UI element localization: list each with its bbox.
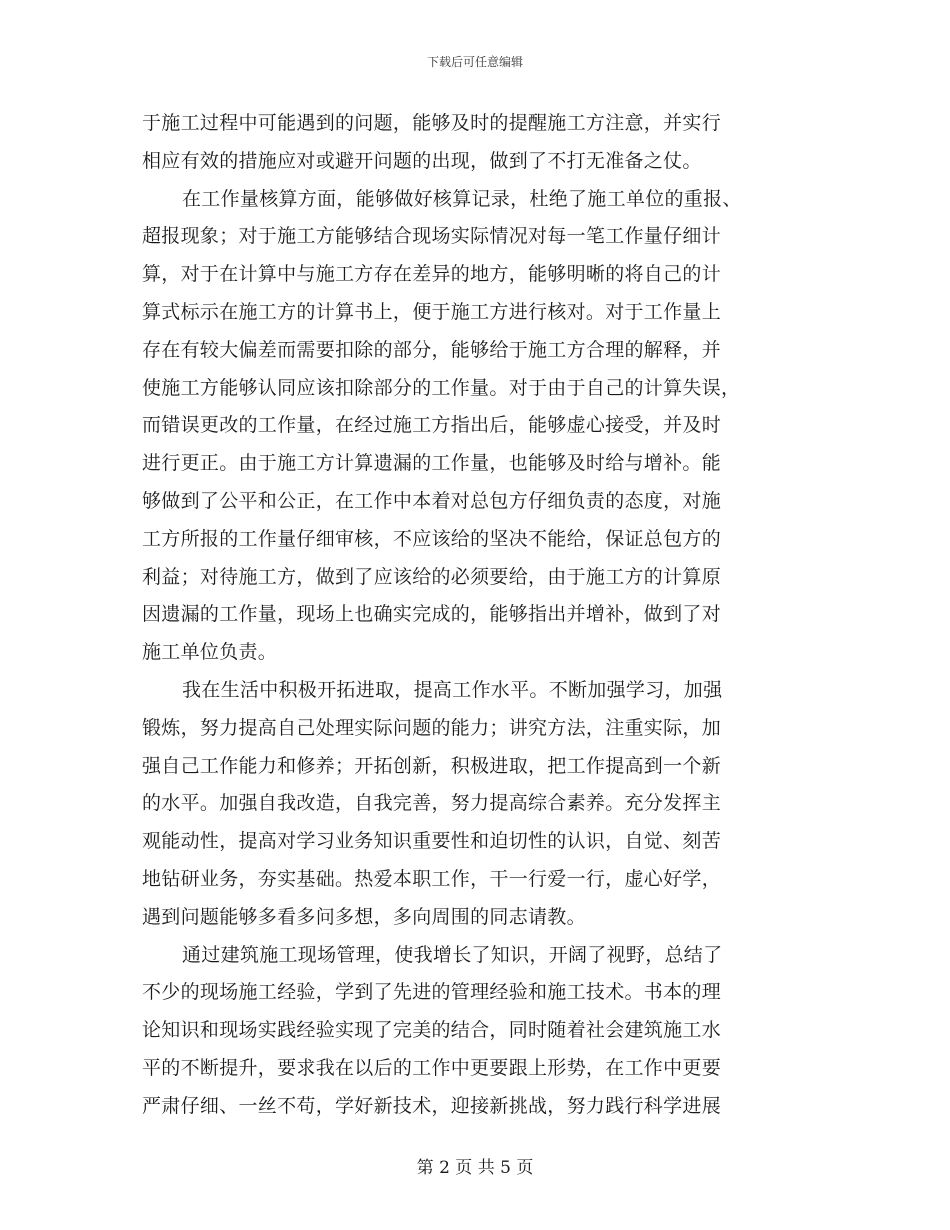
text-line: 不少的现场施工经验，学到了先进的管理经验和施工技术。书本的理 (142, 981, 722, 1004)
text-line: 我在生活中积极开拓进取，提高工作水平。不断加强学习，加强 (182, 678, 723, 701)
text-line: 算式标示在施工方的计算书上，便于施工方进行核对。对于工作量上 (142, 300, 722, 323)
text-line: 在工作量核算方面，能够做好核算记录，杜绝了施工单位的重报、 (182, 187, 742, 210)
text-line: 施工单位负责。 (142, 641, 278, 664)
text-line: 利益；对待施工方，做到了应该给的必须要给，由于施工方的计算原 (142, 565, 722, 588)
text-line: 进行更正。由于施工方计算遗漏的工作量，也能够及时给与增补。能 (142, 452, 722, 475)
page-number: 第 2 页 共 5 页 (416, 1158, 534, 1178)
page-header: 下载后可任意编辑 (426, 55, 523, 69)
text-line: 通过建筑施工现场管理，使我增长了知识，开阔了视野，总结了 (182, 943, 723, 966)
text-line: 强自己工作能力和修养；开拓创新，积极进取，把工作提高到一个新 (142, 754, 722, 777)
text-line: 工方所报的工作量仔细审核，不应该给的坚决不能给，保证总包方的 (142, 527, 722, 550)
text-line: 的水平。加强自我改造，自我完善，努力提高综合素养。充分发挥主 (142, 792, 722, 815)
text-line: 严肃仔细、一丝不苟，学好新技术，迎接新挑战，努力践行科学进展 (142, 1094, 722, 1117)
text-line: 遇到问题能够多看多问多想，多向周围的同志请教。 (142, 905, 586, 928)
paragraph (142, 181, 807, 672)
paragraph (142, 672, 807, 937)
text-line: 超报现象；对于施工方能够结合现场实际情况对每一笔工作量仔细计 (142, 225, 722, 248)
text-line: 观能动性，提高对学习业务知识重要性和迫切性的认识，自觉、刻苦 (142, 830, 722, 853)
text-line: 而错误更改的工作量，在经过施工方指出后，能够虚心接受，并及时 (142, 414, 722, 437)
text-line: 论知识和现场实践经验实现了完美的结合，同时随着社会建筑施工水 (142, 1019, 722, 1042)
text-line: 存在有较大偏差而需要扣除的部分，能够给于施工方合理的解释，并 (142, 338, 722, 361)
paragraph (142, 937, 807, 1126)
text-line: 够做到了公平和公正，在工作中本着对总包方仔细负责的态度，对施 (142, 489, 722, 512)
text-line: 算，对于在计算中与施工方存在差异的地方，能够明晰的将自己的计 (142, 263, 722, 286)
text-line: 使施工方能够认同应该扣除部分的工作量。对于由于自己的计算失误， (142, 376, 741, 399)
paragraph (142, 105, 807, 181)
text-line: 于施工过程中可能遇到的问题，能够及时的提醒施工方注意，并实行 (142, 112, 722, 134)
document-body (142, 105, 807, 1126)
text-line: 平的不断提升，要求我在以后的工作中更要跟上形势，在工作中更要 (142, 1056, 722, 1079)
text-line: 地钻研业务，夯实基础。热爱本职工作，干一行爱一行，虚心好学， (142, 867, 722, 890)
text-line: 因遗漏的工作量，现场上也确实完成的，能够指出并增补，做到了对 (142, 603, 722, 626)
text-line: 相应有效的措施应对或避开问题的出现，做到了不打无准备之仗。 (142, 149, 702, 172)
text-line: 锻炼，努力提高自己处理实际问题的能力；讲究方法，注重实际，加 (142, 716, 722, 739)
